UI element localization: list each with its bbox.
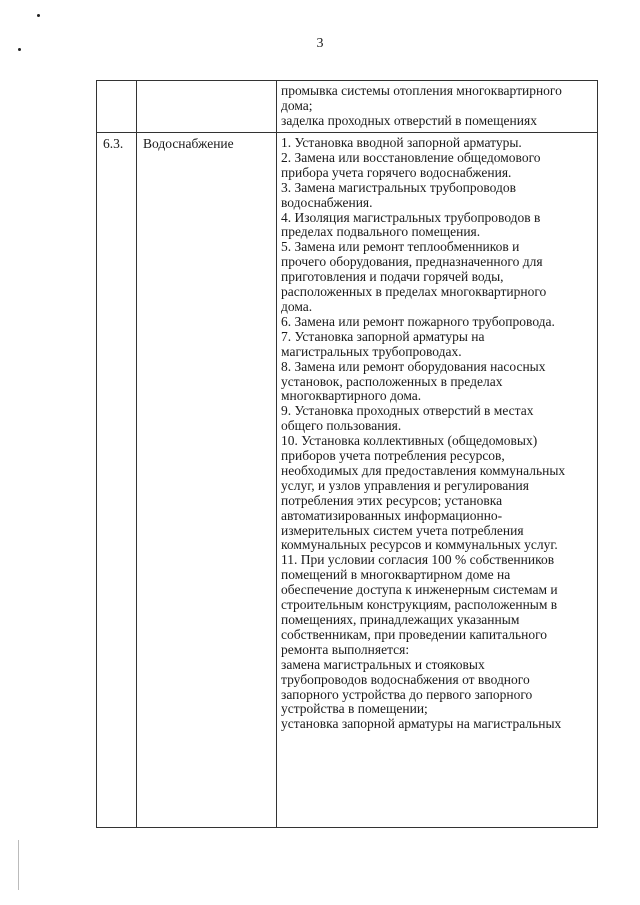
text-line: дома;	[281, 97, 313, 113]
text-line: прочего оборудования, предназначенного для	[281, 254, 543, 270]
works-list-cell	[277, 133, 598, 828]
text-line: коммунальных ресурсов и коммунальных услуг.	[281, 537, 558, 553]
table-row-continuation	[97, 81, 598, 133]
text-line: расположенных в пределах многоквартирного	[281, 284, 547, 300]
scan-edge-mark	[18, 840, 19, 890]
table-row-6-3	[97, 133, 598, 828]
text-line: общего пользования.	[281, 418, 402, 434]
text-line: 7. Установка запорной арматуры на	[281, 328, 485, 344]
text-line: дома.	[281, 298, 313, 314]
text-line: пределах подвального помещения.	[281, 224, 481, 240]
text-line: приборов учета потребления ресурсов,	[281, 448, 505, 464]
text-line: потребления этих ресурсов; установка	[281, 492, 503, 508]
text-line: 4. Изоляция магистральных трубопроводов в	[281, 209, 541, 225]
text-line: 9. Установка проходных отверстий в местах	[281, 403, 534, 419]
text-line: строительным конструкциям, расположенным в	[281, 597, 558, 613]
text-line: измерительных систем учета потребления	[281, 522, 524, 538]
text-line: водоснабжения.	[281, 194, 373, 210]
text-line: необходимых для предоставления коммунальных	[281, 462, 566, 478]
row-number: 6.3.	[97, 133, 137, 828]
continuation-name-cell	[137, 81, 277, 133]
text-line: 5. Замена или ремонт теплообменников и	[281, 239, 520, 255]
text-line: 3. Замена магистральных трубопроводов	[281, 179, 517, 195]
text-line: устройства в помещении;	[281, 701, 428, 717]
text-line: помещений в многоквартирном доме на	[281, 567, 511, 583]
text-line: заделка проходных отверстий в помещениях	[281, 112, 537, 128]
text-line: запорного устройства до первого запорного	[281, 686, 533, 702]
text-line: обеспечение доступа к инженерным системам и	[281, 582, 558, 598]
scan-speck	[37, 14, 40, 17]
row-name: Водоснабжение	[137, 133, 277, 828]
continuation-number-cell	[97, 81, 137, 133]
works-table	[96, 80, 598, 828]
text-line: установок, расположенных в пределах	[281, 373, 503, 389]
text-line: автоматизированных информационно-	[281, 507, 503, 523]
text-line: 6. Замена или ремонт пожарного трубопровода.	[281, 313, 555, 329]
text-line: многоквартирного дома.	[281, 388, 422, 404]
continuation-works-cell	[277, 81, 598, 133]
text-line: прибора учета горячего водоснабжения.	[281, 164, 512, 180]
text-line: собственникам, при проведении капитального	[281, 626, 548, 642]
text-line: ремонта выполняется:	[281, 641, 410, 657]
text-line: замена магистральных и стояковых	[281, 656, 485, 672]
text-line: 2. Замена или восстановление общедомового	[281, 149, 541, 165]
text-line: 10. Установка коллективных (общедомовых)	[281, 433, 538, 449]
text-line: трубопроводов водоснабжения от вводного	[281, 671, 530, 687]
text-line: промывка системы отопления многоквартирного	[281, 83, 562, 98]
text-line: магистральных трубопроводах.	[281, 343, 462, 359]
text-line: 1. Установка вводной запорной арматуры.	[281, 135, 522, 150]
page-number: 3	[316, 36, 324, 51]
text-line: 11. При условии согласия 100 % собственников	[281, 552, 555, 568]
text-line: приготовления и подачи горячей воды,	[281, 269, 504, 285]
text-line: помещениях, принадлежащих указанным	[281, 612, 520, 627]
text-line: 8. Замена или ремонт оборудования насосных	[281, 358, 546, 374]
text-line: установка запорной арматуры на магистральных	[281, 716, 562, 732]
text-line: услуг, и узлов управления и регулирования	[281, 477, 529, 493]
